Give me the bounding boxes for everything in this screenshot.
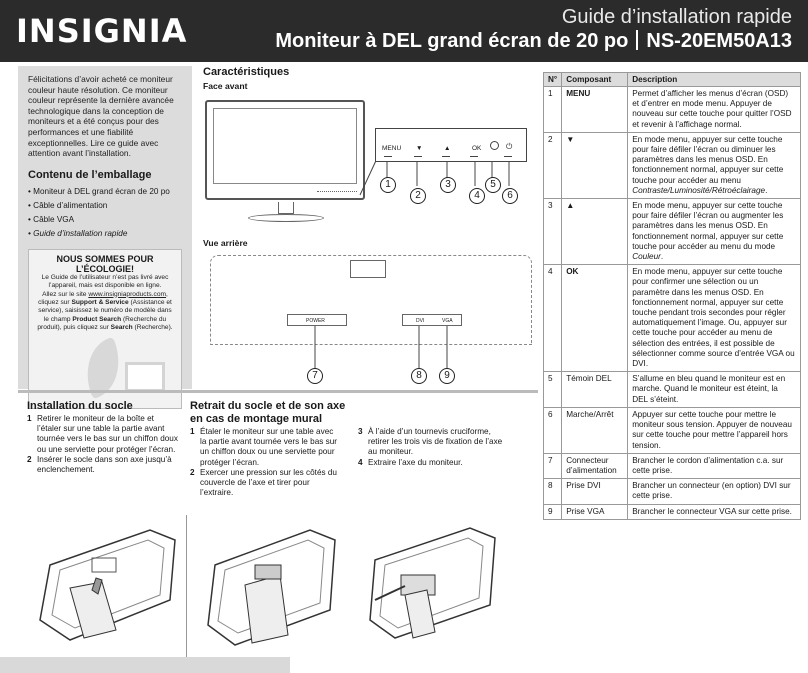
- step: [190, 468, 340, 499]
- step-number: 3: [358, 427, 363, 436]
- table-header-row: [544, 73, 801, 87]
- row-component: Marche/Arrêt: [562, 407, 628, 453]
- row-description: Brancher le connecteur VGA sur cette prise.: [628, 504, 801, 519]
- row-component: Témoin DEL: [562, 372, 628, 408]
- callout-7: 7: [307, 368, 323, 384]
- step-number: 1: [190, 427, 195, 436]
- row-number: 5: [544, 372, 562, 408]
- step-text: Retirer le moniteur de la boîte et l’étaler sur une table la partie avant tournée vers le bas sur un chiffon doux ou une serviette pour protéger l’écran.: [37, 414, 178, 454]
- stand-neck: [278, 202, 294, 214]
- monitor-front-illustration: [205, 100, 365, 200]
- row-number: 9: [544, 504, 562, 519]
- row-number: 8: [544, 479, 562, 504]
- eco-text: (Recherche).: [132, 324, 173, 332]
- power-port-label: POWER: [306, 318, 325, 324]
- step-text: Insérer le socle dans son axe jusqu’à enclenchement.: [37, 454, 172, 475]
- section-divider: [18, 390, 538, 393]
- step: [27, 455, 179, 475]
- row-component: Connecteur d’alimentation: [562, 453, 628, 478]
- step-text: Étaler le moniteur sur une table avec la partie avant tournée vers le bas sur un chiffon doux ou une serviette pour protéger l’écran.: [200, 427, 337, 467]
- row-component: MENU: [562, 87, 628, 133]
- step-text: À l’aide d’un tournevis cruciforme, retirer les trois vis de fixation de l’axe au moniteur.: [368, 427, 503, 457]
- menu-button-label: MENU: [382, 145, 402, 152]
- callout-9: 9: [439, 368, 455, 384]
- step-number: 2: [190, 467, 195, 477]
- eco-product-search: Product Search: [72, 315, 122, 323]
- step: [358, 458, 508, 468]
- table-row: [544, 504, 801, 519]
- eco-text: Allez sur le site: [42, 290, 89, 298]
- row-description: Brancher le cordon d’alimentation c.a. sur cette prise.: [628, 453, 801, 478]
- install-steps: [27, 414, 179, 475]
- step: [358, 427, 508, 458]
- step-number: 4: [358, 457, 363, 467]
- remove-steps-b: [358, 427, 508, 468]
- button-tick: [504, 156, 512, 159]
- brand-logo: INSIGNIA: [16, 12, 188, 50]
- row-number: 1: [544, 87, 562, 133]
- row-number: 3: [544, 199, 562, 265]
- monitor-screen: [213, 108, 357, 184]
- button-callout-box: [375, 128, 527, 162]
- row-number: 6: [544, 407, 562, 453]
- remove-cover-illustration: [200, 515, 340, 655]
- up-button-label: ▲: [444, 145, 451, 152]
- eco-box: [28, 249, 182, 409]
- features-title: Caractéristiques: [203, 66, 290, 78]
- callout-2: 2: [410, 188, 426, 204]
- desc-end: .: [765, 185, 768, 195]
- row-description: En mode menu, appuyer sur cette touche pour confirmer une sélection ou un paramètre dans les menus OSD. En fonctionnement normal, appuyer sur cette touche pendant trois secondes pour régler automatiquement l’image. Ou, appuyer sur cette touche pour accéder au menu de sélection des entrées, il est possible de sélectionner comme source d’entrée VGA ou DVI.: [628, 265, 801, 372]
- button-tick: [470, 156, 478, 159]
- table-row: [544, 479, 801, 504]
- ok-button-label: OK: [472, 145, 482, 152]
- components-table: [543, 72, 801, 520]
- button-tick: [384, 156, 392, 159]
- row-component: Prise DVI: [562, 479, 628, 504]
- row-description: [628, 132, 801, 198]
- model-number: NS-20EM50A13: [646, 30, 792, 52]
- table-row: [544, 372, 801, 408]
- product-title: [275, 30, 792, 53]
- stand-base: [248, 214, 324, 222]
- package-item: • Câble VGA: [28, 213, 182, 227]
- button-tick: [414, 156, 422, 159]
- product-name: Moniteur à DEL grand écran de 20 po: [275, 30, 629, 52]
- row-component: Prise VGA: [562, 504, 628, 519]
- remove-neck-illustration: [365, 520, 505, 650]
- eco-text: (Assistance et service), saisissez le numéro de modèle dans le champ: [38, 298, 172, 323]
- package-item: • Moniteur à DEL grand écran de 20 po: [28, 185, 182, 199]
- table-row: [544, 453, 801, 478]
- intro-text: Félicitations d’avoir acheté ce moniteur couleur haute résolution. Ce moniteur couleur représente la dernière avancée technologique dans la conception de moniteurs et a été conçus pour des performances et une fiabilité exceptionnelles. Lire ce guide avec attention avant l’installation.: [28, 74, 174, 159]
- eco-title: NOUS SOMMES POUR L’ÉCOLOGIE!: [56, 253, 154, 274]
- step-text: Extraire l’axe du moniteur.: [368, 457, 463, 467]
- button-tick: [442, 156, 450, 159]
- guide-subtitle: Guide d’installation rapide: [561, 6, 792, 28]
- desc-italic: Contraste/Luminosité/Rétroéclairage: [632, 185, 766, 195]
- col-header-component: Composant: [562, 73, 628, 87]
- eco-link[interactable]: www.insigniaproducts.com: [88, 290, 167, 298]
- row-component: OK: [562, 265, 628, 372]
- desc-text: En mode menu, appuyer sur cette touche pour faire défiler l’écran ou diminuer les paramètres dans les menus OSD. En fonctionnement normal, appuyer sur cette touche pour accéder au menu: [632, 134, 784, 185]
- row-number: 7: [544, 453, 562, 478]
- table-row: [544, 199, 801, 265]
- vga-port-label: VGA: [442, 318, 453, 324]
- table-row: [544, 87, 801, 133]
- callout-1: 1: [380, 177, 396, 193]
- footer-bar: [0, 657, 290, 673]
- eco-text: (Recherche du produit), puis cliquez sur: [37, 315, 167, 332]
- eco-line: Le Guide de l’utilisateur n’est pas livré avec l’appareil, mais est disponible en ligne.: [41, 273, 169, 290]
- page-header: [0, 0, 808, 62]
- video-ports: [402, 314, 462, 326]
- button-strip: [317, 191, 357, 195]
- led-indicator: [490, 141, 499, 150]
- eco-search: Search: [110, 324, 133, 332]
- front-label: Face avant: [203, 81, 248, 91]
- row-description: Brancher un connecteur (en option) DVI sur cette prise.: [628, 479, 801, 504]
- step-number: 1: [27, 414, 32, 423]
- remove-title: Retrait du socle et de son axe en cas de montage mural: [190, 400, 346, 425]
- callout-5: 5: [485, 177, 501, 193]
- dvi-port-label: DVI: [416, 318, 425, 324]
- step-text: Exercer une pression sur les côtés du couvercle de l’axe et tirer pour l’extraire.: [200, 467, 337, 498]
- eco-text: , cliquez sur: [38, 290, 168, 306]
- install-stand-illustration: [30, 520, 180, 650]
- table-row: [544, 407, 801, 453]
- step-number: 2: [27, 454, 32, 464]
- package-item: • Guide d’installation rapide: [28, 227, 182, 241]
- column-divider: [186, 515, 187, 660]
- table-row: [544, 265, 801, 372]
- monitor-book-icon: [125, 362, 165, 392]
- rear-callout-lines: [300, 326, 460, 372]
- table-row: [544, 132, 801, 198]
- package-item: • Câble d’alimentation: [28, 199, 182, 213]
- callout-4: 4: [469, 188, 485, 204]
- eco-support: Support & Service: [71, 298, 129, 306]
- desc-italic: Couleur: [632, 252, 661, 262]
- remove-steps-a: [190, 427, 340, 498]
- step: [27, 414, 179, 455]
- title-separator: [636, 30, 638, 50]
- callout-3: 3: [440, 177, 456, 193]
- row-description: Appuyer sur cette touche pour mettre le moniteur sous tension. Appuyer de nouveau sur cette touche pour mettre l’appareil hors tension.: [628, 407, 801, 453]
- package-list: [28, 185, 182, 241]
- callout-6: 6: [502, 188, 518, 204]
- eco-instructions: [35, 291, 175, 333]
- row-description: Permet d’afficher les menus d’écran (OSD) et d’entrer en mode menu. Appuyer de nouveau sur cette touche pour quitter l’OSD et revenir à l’affichage normal.: [628, 87, 801, 133]
- package-title: Contenu de l’emballage: [28, 168, 152, 181]
- row-description: S’allume en bleu quand le moniteur est en marche. Quand le moniteur est éteint, la DEL s’éteint.: [628, 372, 801, 408]
- power-icon: ⏻: [506, 142, 513, 151]
- callout-8: 8: [411, 368, 427, 384]
- row-number: 4: [544, 265, 562, 372]
- desc-end: .: [660, 252, 664, 262]
- rear-label: Vue arrière: [203, 238, 248, 248]
- row-component: ▼: [562, 132, 628, 198]
- col-header-description: Description: [628, 73, 801, 87]
- row-number: 2: [544, 132, 562, 198]
- rear-panel: [350, 260, 386, 278]
- down-button-label: ▼: [416, 145, 423, 152]
- col-header-number: N°: [544, 73, 562, 87]
- install-title: Installation du socle: [27, 400, 133, 412]
- row-component: ▲: [562, 199, 628, 265]
- step: [190, 427, 340, 468]
- row-description: [628, 199, 801, 265]
- intro-panel: [18, 66, 192, 389]
- desc-text: En mode menu, appuyer sur cette touche pour faire défiler l’écran ou augmenter les paramètres dans les menus OSD. En fonctionnement normal, appuyer sur cette touche pour accéder au menu du mode: [632, 201, 784, 251]
